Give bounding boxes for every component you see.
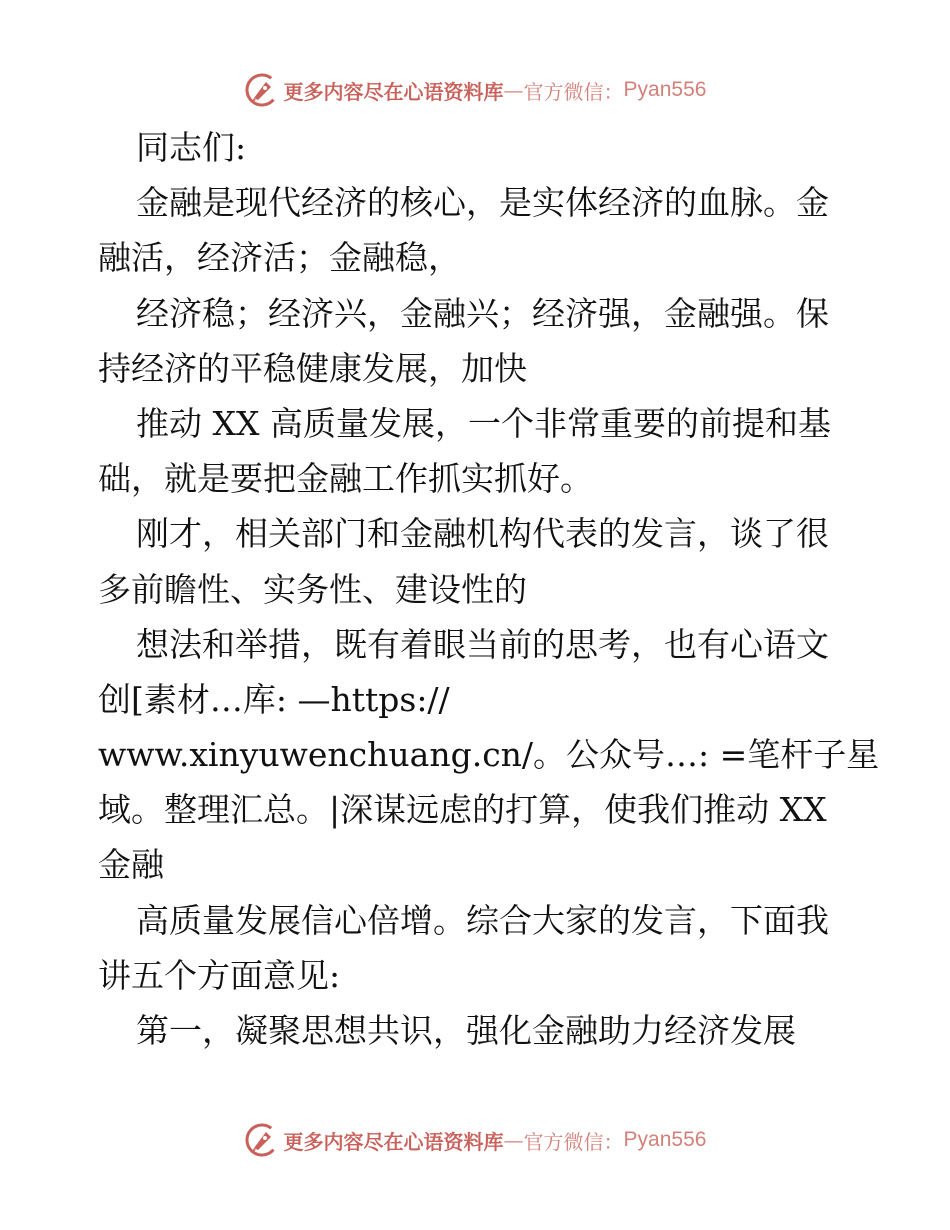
header-wechat-label: 官方微信： <box>523 79 624 104</box>
pen-nib-logo-icon <box>244 1122 280 1158</box>
text-line: 推动 XX 高质量发展，一个非常重要的前提和基 <box>136 403 831 443</box>
text-line: 多前瞻性、实务性、建设性的 <box>98 569 527 609</box>
footer-brand: 更多内容尽在心语资料库 <box>283 1129 504 1154</box>
text-line: 经济稳；经济兴，金融兴；经济强，金融强。保 <box>136 293 829 333</box>
footer-wechat-label: 官方微信： <box>523 1129 624 1154</box>
text-line: 金融是现代经济的核心，是实体经济的血脉。金 <box>136 183 829 223</box>
text-line: 创[素材…库: —https:// <box>98 679 450 719</box>
text-line: 同志们: <box>136 128 247 167</box>
header-separator: — <box>503 78 524 102</box>
header-wechat-id: Pyan556 <box>623 78 707 101</box>
pen-nib-logo-icon <box>244 72 280 108</box>
text-line: 刚才，相关部门和金融机构代表的发言，谈了很 <box>136 514 829 554</box>
footer-separator: — <box>503 1128 524 1152</box>
text-line: 持经济的平稳健康发展，加快 <box>98 348 527 388</box>
footer-wechat-id: Pyan556 <box>623 1128 707 1151</box>
text-line: 高质量发展信心倍增。综合大家的发言，下面我 <box>136 900 829 940</box>
header-brand: 更多内容尽在心语资料库 <box>283 79 504 104</box>
text-line: 讲五个方面意见: <box>98 955 341 995</box>
text-line: 想法和举措，既有着眼当前的思考，也有心语文 <box>136 624 829 664</box>
footer-banner <box>0 1120 950 1160</box>
text-line: 融活，经济活；金融稳， <box>98 238 461 278</box>
text-line: www.xinyuwenchuang.cn/。公众号…: =笔杆子星 <box>98 735 880 775</box>
text-line: 金融 <box>98 845 164 885</box>
document-body <box>98 120 880 1058</box>
header-banner <box>0 70 950 110</box>
text-line: 第一，凝聚思想共识，强化金融助力经济发展 <box>136 1011 796 1050</box>
text-line: 域。整理汇总。|深谋远虑的打算，使我们推动 XX <box>98 790 827 830</box>
text-line: 础，就是要把金融工作抓实抓好。 <box>98 459 593 499</box>
